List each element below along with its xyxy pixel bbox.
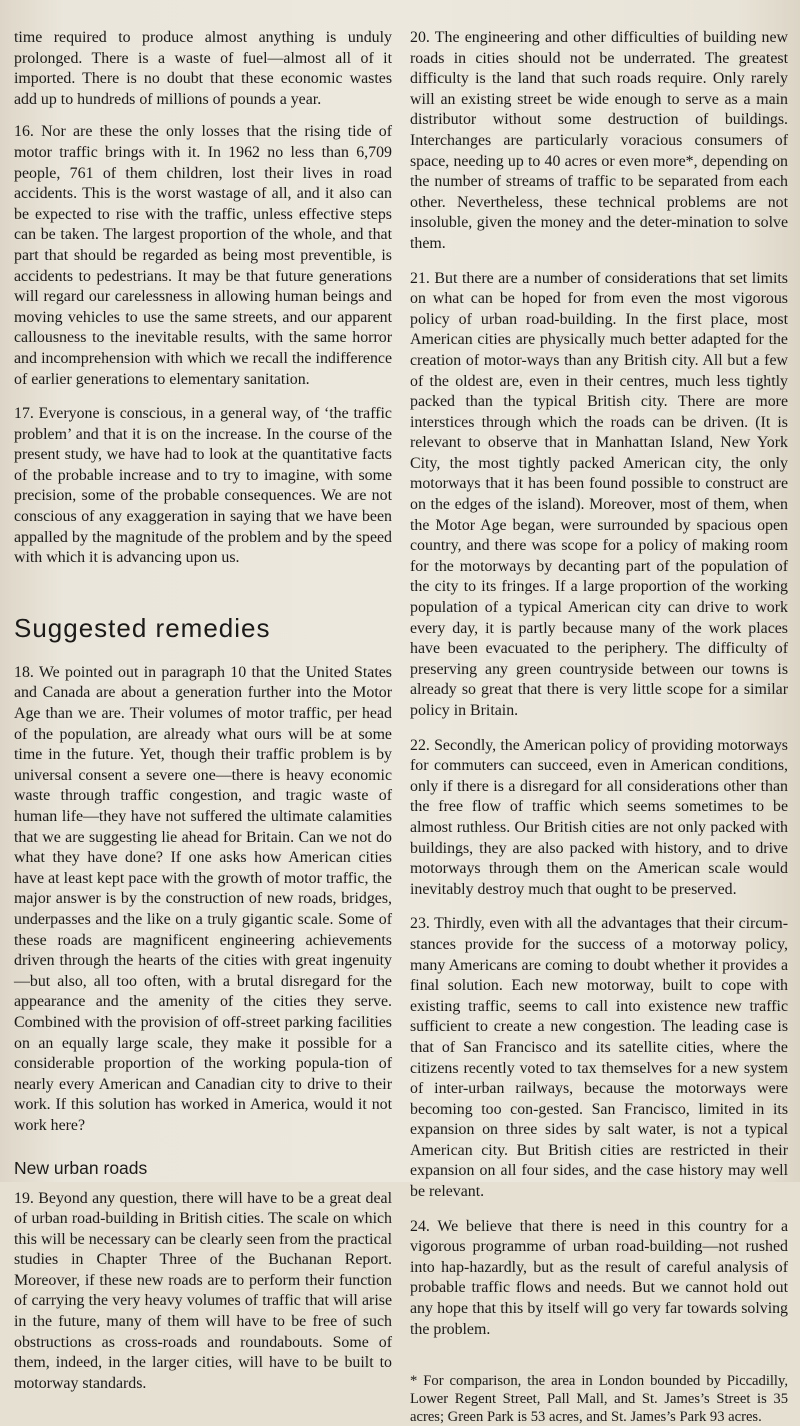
paragraph-19: 19. Beyond any question, there will have to be a great deal of urban road-building in British cities. The scale on which this will be necessary can be clearly seen from the practical studies in Chapter Three of the Buchanan Report. Moreover, if these new roads are to perform their function of carrying the very heavy volumes of traffic that will arise in the future, many of them will have to be free of such obstructions as cross-roads and roundabouts. Some of them, indeed, in the larger cities, will have to be built to motorway standards. (14, 1189, 392, 1392)
left-column (14, 28, 392, 1408)
paragraph-23: 23. Thirdly, even with all the advantages that their circum-stances provide for the success of a motorway policy, many Americans are coming to doubt whether it provides a final solution. Each new motorway, built to cope with existing traffic, seems to call into existence new traffic sufficient to create a new congestion. The leading case is that of San Francisco and its satellite cities, where the citizens recently voted to tax themselves for a new system of inter-urban railways, because the motorways were becoming too con-gested. San Francisco, limited in its expansion on three sides by salt water, is not a typical American city. But British cities are restricted in their expansion on all four sides, and the case history may well be relevant. (410, 915, 788, 1201)
subheading-new-urban-roads: New urban roads (14, 1157, 148, 1178)
paragraph-17: 17. Everyone is conscious, in a general way, of ‘the traffic problem’ and that it is on the increase. In the course of the present study, we have had to look at the quantitative facts of the probable increase and to try to imagine, with some precision, some of the probable consequences. We are not conscious of any exaggeration in saying that we have been appalled by the magnitude of the problem and by the speed with which it is advancing upon us. (14, 405, 392, 567)
paragraph-21: 21. But there are a number of considerations that set limits on what can be hoped for from even the most vigorous policy of urban road-building. In the first place, most American cities are physically much better adapted for the creation of motor-ways than any British city. All but a few of the oldest are, even in their centres, much less tightly packed than the typical British city. There are more interstices through which the roads can be driven. (It is relevant to observe that in Manhattan Island, New York City, the most tightly packed American city, the only motorways that it has been found possible to construct are on the edges of the island). Moreover, most of them, when the Motor Age began, were surrounded by spacious open country, and there was scope for a policy of making room for the motorways by decanting part of the population of the city to its fringes. If a large proportion of the working population of a typical American city can drive to work every day, it is partly because many of the work places have been evacuated to the periphery. The difficulty of preserving any green countryside between our towns is already so great that there is very little scope for a similar policy in Britain. (410, 269, 788, 719)
footnote: * For comparison, the area in London bounded by Piccadilly, Lower Regent Street, Pall Mall, and St. James’s Street is 35 acres; Green Park is 53 acres, and St. James’s Park 93 acres. (410, 1373, 788, 1426)
section-heading-suggested-remedies: Suggested remedies (14, 612, 271, 643)
paragraph-24: 24. We believe that there is need in this country for a vigorous programme of urban road-building—not rushed into hap-hazardly, but as the result of careful analysis of probable traffic flows and needs. But we cannot hold out any hope that this by itself will go very far towards solving the problem. (410, 1217, 788, 1338)
paragraph-20: 20. The engineering and other difficulties of building new roads in cities should not be underrated. The greatest difficulty is the land that such roads require. Only rarely will an existing street be wide enough to serve as a main distributor without some destruction of buildings. Interchanges are particularly voracious consumers of space, needing up to 40 acres or even more*, depending on the number of streams of traffic to be separated from each other. Nevertheless, these technical problems are not insoluble, given the money and the deter-mination to solve them. (410, 29, 788, 252)
paragraph-22: 22. Secondly, the American policy of providing motorways for commuters can succeed, even in American conditions, only if there is a disregard for all considerations other than the free flow of traffic which seems sometimes to be almost ruthless. Our British cities are not only packed with buildings, they are also packed with history, and to drive motorways through them on the American scale would inevitably destroy much that ought to be preserved. (410, 736, 788, 898)
paragraph-16: 16. Nor are these the only losses that the rising tide of motor traffic brings with it. In 1962 no less than 6,709 people, 761 of them children, lost their lives in road accidents. This is the worst wastage of all, and it also can be expected to rise with the traffic, unless effective steps can be taken. The largest proportion of the whole, and that part that should be regarded as being most preventible, is accidents to pedestrians. It may be that future generations will regard our carelessness in allowing human beings and moving vehicles to use the same streets, and our apparent callousness to the inevitable results, with the same horror and incomprehension with which we recall the indifference of earlier generations to elementary sanitation. (14, 123, 392, 388)
paragraph-18: 18. We pointed out in paragraph 10 that the United States and Canada are about a generation further into the Motor Age than we are. Their volumes of motor traffic, per head of the population, are already what ours will be at some time in the future. Yet, though their traffic problem is by universal consent a severe one—there is heavy economic waste through traffic congestion, and tragic waste of human life—they have not suffered the ultimate calamities that we are suggesting lie ahead for Britain. Can we not do what they have done? If one asks how American cities have at least kept pace with the growth of motor traffic, the major answer is by the construction of new roads, bridges, underpasses and the like on a truly gigantic scale. Some of these roads are magnificent engineering achievements driven through the hearts of the cities with great ingenuity—but also, all too often, with a brutal disregard for the appearance and the amenity of the cities they serve. Combined with the provision of off-street parking facilities on an equally large scale, they make it possible for a considerable proportion of the working popula-tion of nearly every American and Canadian city to drive to their work. If this solution has worked in America, would it not work here? (14, 663, 392, 1134)
right-column (410, 28, 788, 1426)
paragraph-intro-continued: time required to produce almost anything is unduly prolonged. There is a waste of fuel—almost all of it imported. There is no doubt that these economic wastes add up to hundreds of millions of pounds a year. (14, 29, 392, 108)
